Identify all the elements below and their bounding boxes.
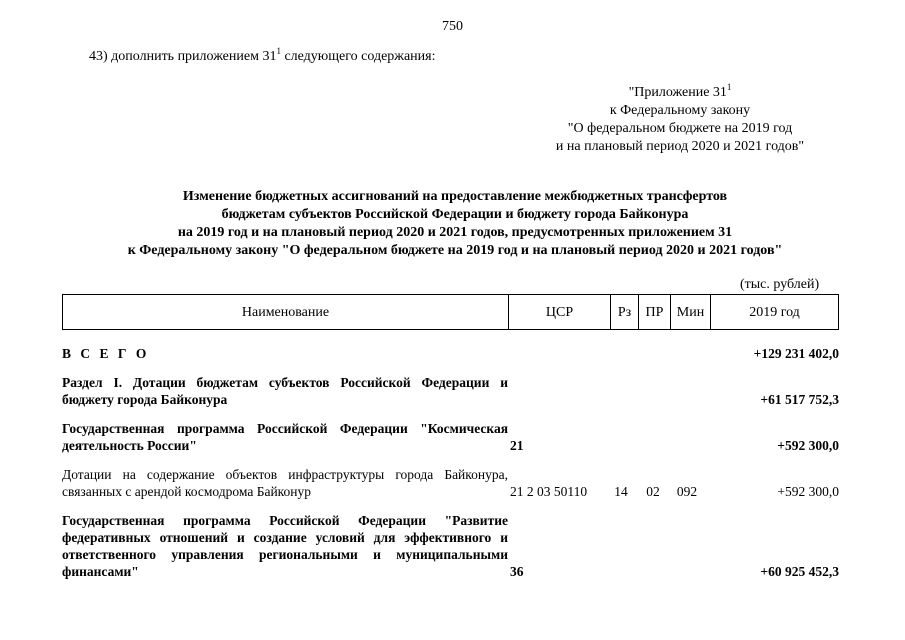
row-amount: +60 925 452,3 bbox=[760, 564, 839, 579]
header-pr: ПР bbox=[639, 295, 671, 329]
table-row bbox=[62, 420, 839, 454]
row-amount: +61 517 752,3 bbox=[760, 392, 839, 407]
row-pr: 02 bbox=[646, 484, 660, 499]
row-min: 092 bbox=[676, 484, 698, 499]
title-line-4: к Федеральному закону "О федеральном бюджете на 2019 год и на плановый период 2020 и 2021 годов" bbox=[127, 243, 783, 258]
units-label: (тыс. рублей) bbox=[740, 277, 820, 292]
table-row bbox=[62, 512, 839, 580]
table-row bbox=[62, 374, 839, 408]
appendix-superscript: 1 bbox=[726, 82, 732, 92]
table-row bbox=[62, 466, 839, 500]
appendix-reference bbox=[520, 84, 840, 156]
row-rz: 14 bbox=[614, 484, 628, 499]
row-name: Государственная программа Российской Федерации "Развитие федеративных отношений и создание условий для эффективного и ответственного управления региональными и муниципальными финансами" bbox=[62, 513, 508, 579]
instruction-superscript: 1 bbox=[276, 46, 281, 56]
row-amount: +592 300,0 bbox=[777, 484, 839, 499]
document-title bbox=[60, 188, 850, 260]
row-csr: 21 bbox=[510, 438, 524, 453]
appendix-line-4: и на плановый период 2020 и 2021 годов" bbox=[555, 139, 805, 154]
appendix-title: "Приложение 31 bbox=[628, 85, 727, 100]
row-csr: 36 bbox=[510, 564, 524, 579]
row-amount: +129 231 402,0 bbox=[753, 346, 839, 361]
row-csr: 21 2 03 50110 bbox=[510, 484, 588, 499]
title-line-1: Изменение бюджетных ассигнований на предоставление межбюджетных трансфертов bbox=[182, 189, 728, 204]
header-rz: Рз bbox=[611, 295, 639, 329]
row-name: Государственная программа Российской Федерации "Космическая деятельность России" bbox=[62, 421, 508, 453]
row-amount: +592 300,0 bbox=[777, 438, 839, 453]
table-header bbox=[62, 294, 839, 330]
header-csr: ЦСР bbox=[509, 295, 611, 329]
header-name: Наименование bbox=[63, 295, 509, 329]
appendix-line-1 bbox=[520, 84, 840, 102]
amendment-instruction bbox=[89, 48, 436, 65]
instruction-text-before: 43) дополнить приложением 31 bbox=[89, 49, 277, 64]
table-row bbox=[62, 345, 839, 362]
instruction-text-after: следующего содержания: bbox=[280, 49, 436, 64]
appendix-line-2: к Федеральному закону bbox=[609, 103, 751, 118]
appendix-line-3: "О федеральном бюджете на 2019 год bbox=[567, 121, 793, 136]
page-number: 750 bbox=[442, 19, 463, 34]
row-name: Дотации на содержание объектов инфраструктуры города Байконура, связанных с арендой космодрома Байконур bbox=[62, 467, 508, 499]
header-year: 2019 год bbox=[749, 304, 800, 320]
row-name: В С Е Г О bbox=[62, 346, 150, 361]
row-name: Раздел I. Дотации бюджетам субъектов Российской Федерации и бюджету города Байконура bbox=[62, 375, 508, 407]
title-line-3: на 2019 год и на плановый период 2020 и 2021 годов, предусмотренных приложением 31 bbox=[177, 225, 733, 240]
header-min: Мин bbox=[671, 295, 711, 329]
title-line-2: бюджетам субъектов Российской Федерации и бюджету города Байконура bbox=[221, 207, 689, 222]
